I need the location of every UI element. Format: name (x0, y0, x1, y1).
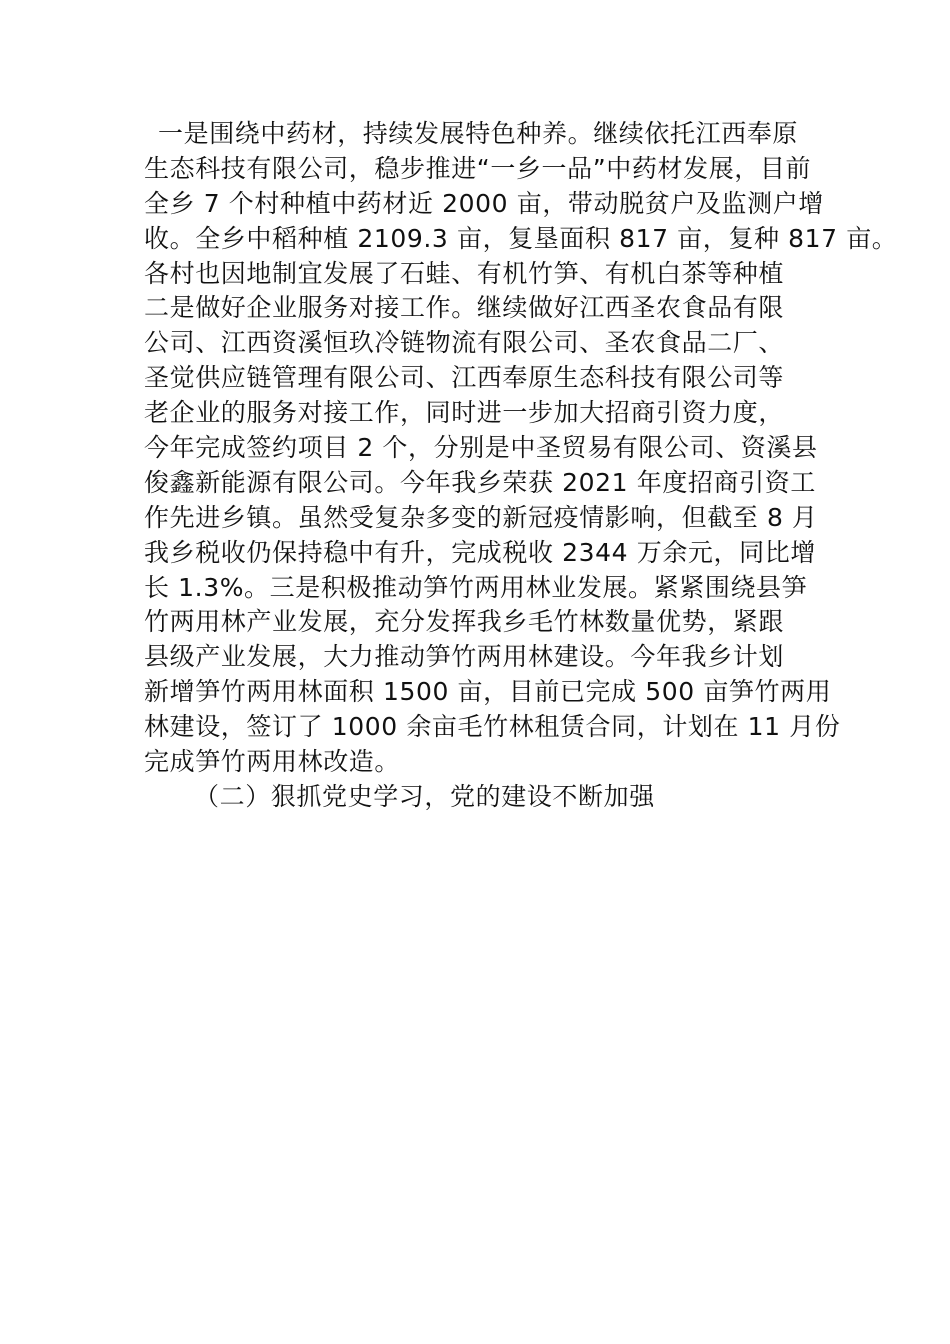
paragraph-line: 老企业的服务对接工作，同时进一步加大招商引资力度， (144, 398, 785, 428)
paragraph-line: 收。全乡中稻种植 2109.3 亩，复垦面积 817 亩，复种 817 亩。 (144, 223, 898, 253)
paragraph-line: 各村也因地制宜发展了石蛙、有机竹笋、有机白茶等种植 (144, 258, 785, 288)
paragraph-line: 圣觉供应链管理有限公司、江西奉原生态科技有限公司等 (144, 363, 785, 393)
paragraph-line: 一是围绕中药材，持续发展特色种养。继续依托江西奉原 (158, 119, 799, 148)
paragraph-line: 俊鑫新能源有限公司。今年我乡荣获 2021 年度招商引资工 (144, 467, 816, 497)
paragraph-line: 全乡 7 个村种植中药材近 2000 亩，带动脱贫户及监测户增 (144, 188, 824, 218)
paragraph-line: 县级产业发展，大力推动笋竹两用林建设。今年我乡计划 (144, 642, 785, 672)
section-heading: （二）狠抓党史学习，党的建设不断加强 (194, 781, 655, 811)
paragraph-line: 今年完成签约项目 2 个，分别是中圣贸易有限公司、资溪县 (144, 433, 818, 463)
paragraph-line: 生态科技有限公司，稳步推进“一乡一品”中药材发展，目前 (144, 153, 812, 183)
paragraph-line: 林建设，签订了 1000 余亩毛竹林租赁合同，计划在 11 月份 (144, 712, 841, 742)
paragraph-line: 完成笋竹两用林改造。 (144, 747, 401, 777)
paragraph-line: 长 1.3%。三是积极推动笋竹两用林业发展。紧紧围绕县笋 (144, 572, 808, 602)
paragraph-line: 二是做好企业服务对接工作。继续做好江西圣农食品有限 (144, 293, 785, 323)
document-body (144, 117, 898, 815)
paragraph-line: 公司、江西资溪恒玖冷链物流有限公司、圣农食品二厂、 (144, 328, 785, 358)
paragraph-line: 我乡税收仍保持稳中有升，完成税收 2344 万余元，同比增 (144, 537, 816, 567)
paragraph-line: 新增笋竹两用林面积 1500 亩，目前已完成 500 亩笋竹两用 (144, 677, 832, 707)
paragraph-line: 作先进乡镇。虽然受复杂多变的新冠疫情影响，但截至 8 月 (144, 502, 818, 532)
paragraph-line: 竹两用林产业发展，充分发挥我乡毛竹林数量优势，紧跟 (144, 607, 785, 637)
